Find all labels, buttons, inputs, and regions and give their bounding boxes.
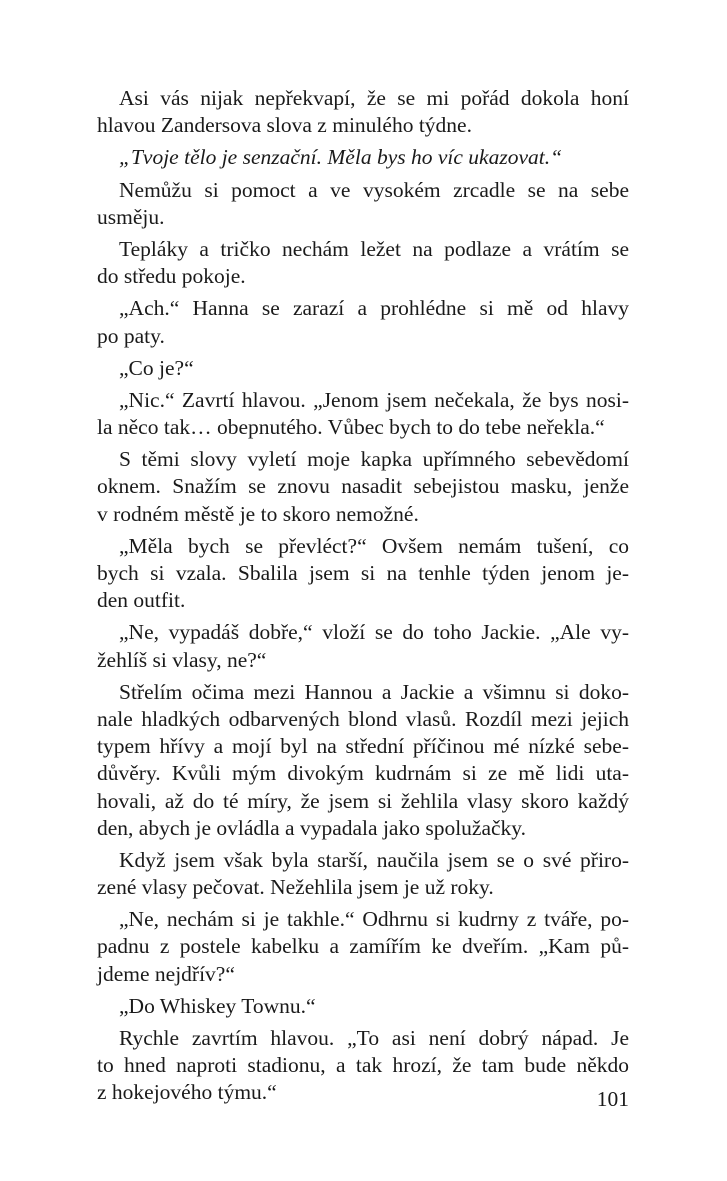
text-line: důvěry. Kvůli mým divokým kudrnám si ze mě lidi uta- <box>97 761 629 786</box>
text-line: zené vlasy pečovat. Nežehlila jsem je už roky. <box>97 875 494 900</box>
text-line: Nemůžu si pomoct a ve vysokém zrcadle se na sebe <box>119 177 629 202</box>
text-line: hlavou Zandersova slova z minulého týdne. <box>97 113 472 138</box>
text-line: nale hladkých odbarvených blond vlasů. Rozdíl mezi jejich <box>97 706 629 731</box>
text-line: oknem. Snažím se znovu nasadit sebejistou masku, jenže <box>97 474 629 499</box>
text-line: „Nic.“ Zavrtí hlavou. „Jenom jsem nečekala, že bys nosi- <box>119 387 629 412</box>
text-line: Rychle zavrtím hlavou. „To asi není dobrý nápad. Je <box>119 1026 629 1050</box>
text-line: žehlíš si vlasy, ne?“ <box>97 647 267 672</box>
text-line: jdeme nejdřív?“ <box>97 961 235 986</box>
text-line: S těmi slovy vyletí moje kapka upřímného sebevědomí <box>119 447 629 472</box>
text-line: bych si vzala. Sbalila jsem si na tenhle týden jenom je- <box>97 561 629 585</box>
text-line: Tepláky a tričko nechám ležet na podlaze a vrátím se <box>119 236 629 261</box>
text-line: „Ne, nechám si je takhle.“ Odhrnu si kudrny z tváře, po- <box>119 907 629 932</box>
text-line: „Tvoje tělo je senzační. Měla bys ho víc ukazovat.“ <box>119 145 563 170</box>
text-line: typem hřívy a mojí byl na střední příčinou mé nízké sebe- <box>97 734 629 759</box>
body-text <box>97 85 629 1107</box>
text-line: „Ne, vypadáš dobře,“ vloží se do toho Jackie. „Ale vy- <box>119 620 629 645</box>
text-line: „Do Whiskey Townu.“ <box>119 993 316 1018</box>
text-line: den, abych je ovládla a vypadala jako spolužačky. <box>97 815 527 840</box>
text-line: Když jsem však byla starší, naučila jsem se o své přiro- <box>119 847 629 872</box>
text-line: „Ach.“ Hanna se zarazí a prohlédne si mě od hlavy <box>119 296 629 321</box>
text-line: usměju. <box>97 204 165 229</box>
text-line: padnu z postele kabelku a zamířím ke dveřím. „Kam pů- <box>97 934 629 959</box>
text-line: hovali, až do té míry, že jsem si žehlila vlasy skoro každý <box>97 788 629 813</box>
text-line: do středu pokoje. <box>97 264 246 289</box>
text-line: „Měla bych se převléct?“ Ovšem nemám tušení, co <box>119 533 629 558</box>
text-line: Asi vás nijak nepřekvapí, že se mi pořád dokola honí <box>119 86 629 110</box>
text-line: z hokejového týmu.“ <box>97 1080 277 1105</box>
text-line: to hned naproti stadionu, a tak hrozí, že tam bude někdo <box>97 1053 629 1078</box>
text-line: v rodném městě je to skoro nemožné. <box>97 501 419 526</box>
text-line: „Co je?“ <box>119 355 194 380</box>
text-line: la něco tak… obepnutého. Vůbec bych to do tebe neřekla.“ <box>97 415 605 440</box>
page-number: 101 <box>596 1087 629 1111</box>
text-line: po paty. <box>97 323 165 348</box>
text-line: den outfit. <box>97 588 186 613</box>
text-line: Střelím očima mezi Hannou a Jackie a všimnu si doko- <box>119 679 629 704</box>
